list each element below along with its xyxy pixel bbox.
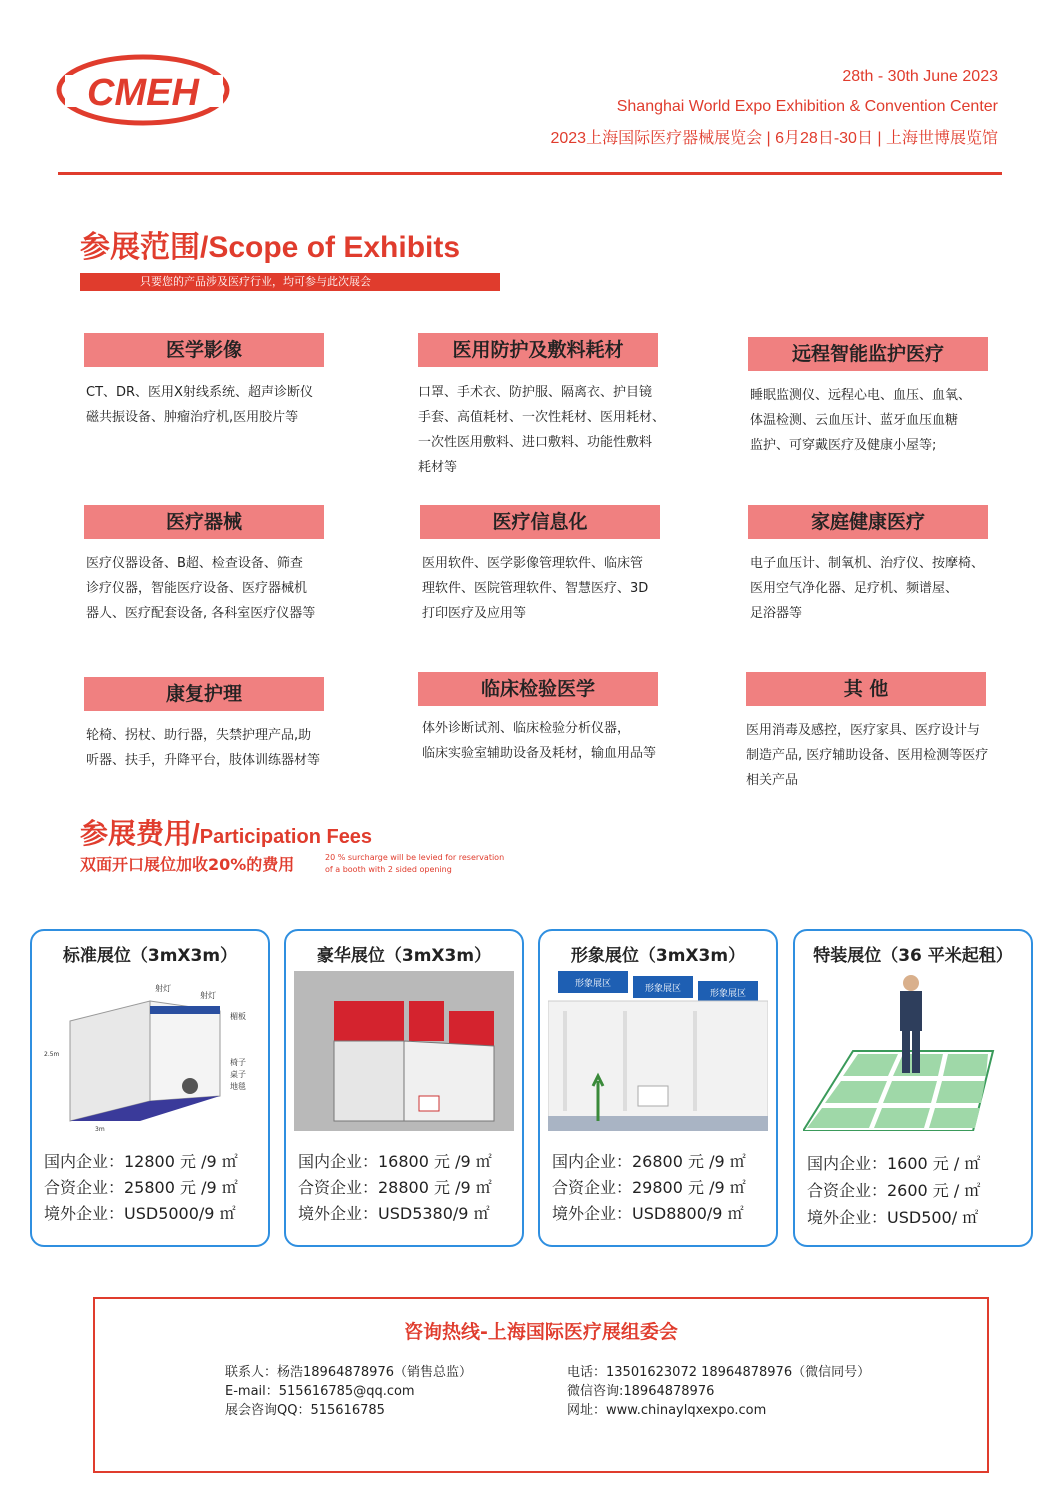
price-joint-venture: 合资企业：29800 元 /9 ㎡ xyxy=(552,1178,746,1197)
contact-phone: 电话：13501623072 18964878976（微信同号） xyxy=(567,1365,871,1380)
image-booth-image xyxy=(548,971,768,1131)
price-domestic: 国内企业：16800 元 /9 ㎡ xyxy=(298,1152,492,1171)
logo-text: CMEH xyxy=(87,72,199,114)
booth-card-special xyxy=(793,929,1033,1247)
price-joint-venture: 合资企业：28800 元 /9 ㎡ xyxy=(298,1178,492,1197)
contact-box xyxy=(93,1297,989,1473)
price-domestic: 国内企业：26800 元 /9 ㎡ xyxy=(552,1152,746,1171)
contact-right xyxy=(567,1361,870,1418)
event-date: 28th - 30th June 2023 xyxy=(842,68,998,85)
svg-text:椅子: 椅子 xyxy=(230,1058,246,1067)
booth-title: 特装展位（36 平米起租） xyxy=(813,946,1013,966)
svg-text:桌子: 桌子 xyxy=(230,1070,246,1079)
standard-booth-image xyxy=(40,971,260,1131)
price-joint-venture: 合资企业：2600 元 / ㎡ xyxy=(807,1181,981,1200)
category-remote-monitoring: 远程智能监护医疗 xyxy=(748,337,988,371)
category-desc: 电子血压计、制氧机、治疗仪、按摩椅、 医用空气净化器、足疗机、频谱屋、 足浴器等 xyxy=(750,556,985,621)
cmeh-logo xyxy=(55,45,235,135)
price-domestic: 国内企业：1600 元 / ㎡ xyxy=(807,1154,981,1173)
price-overseas: 境外企业：USD8800/9 ㎡ xyxy=(552,1204,744,1223)
booth-title: 豪华展位（3mX3m） xyxy=(316,946,492,966)
category-desc: 体外诊断试剂、临床检验分析仪器， 临床实验室辅助设备及耗材，输血用品等 xyxy=(422,721,657,761)
category-medical-it: 医疗信息化 xyxy=(420,505,660,539)
category-desc: 医用消毒及感控，医疗家具、医疗设计与 制造产品, 医疗辅助设备、医用检测等医疗 相关产品 xyxy=(746,723,989,788)
event-venue-en: Shanghai World Expo Exhibition & Convention Center xyxy=(616,98,998,115)
svg-text:射灯: 射灯 xyxy=(200,991,216,1000)
booth-title: 形象展位（3mX3m） xyxy=(570,946,746,966)
scope-title: 参展范围/Scope of Exhibits xyxy=(80,231,461,264)
category-desc: 睡眠监测仪、远程心电、血压、血氧、 体温检测、云血压计、蓝牙血压血糖 监护、可穿戴医疗及健康小屋等; xyxy=(750,388,972,453)
svg-text:楣板: 楣板 xyxy=(230,1012,246,1021)
category-desc: 医疗仪器设备、B超、检查设备、筛查 诊疗仪器，智能医疗设备、医疗器械机 器人、医疗配套设备, 各科室医疗仪器等 xyxy=(86,556,316,621)
category-desc: 轮椅、拐杖、助行器，失禁护理产品,助 听器、扶手，升降平台，肢体训练器材等 xyxy=(86,728,321,768)
contact-wechat: 微信咨询:18964878976 xyxy=(567,1384,715,1399)
contact-title: 咨询热线-上海国际医疗展组委会 xyxy=(404,1321,678,1343)
category-other: 其 他 xyxy=(746,672,986,706)
contact-qq: 展会咨询QQ：515616785 xyxy=(225,1403,385,1418)
category-clinical-lab: 临床检验医学 xyxy=(418,672,658,706)
category-medical-imaging: 医学影像 xyxy=(84,333,324,367)
svg-text:射灯: 射灯 xyxy=(155,984,171,993)
surcharge-en: 20 % surcharge will be levied for reservation of a booth with 2 sided opening xyxy=(325,853,505,874)
price-joint-venture: 合资企业：25800 元 /9 ㎡ xyxy=(44,1178,238,1197)
event-venue-cn: 2023上海国际医疗器械展览会 | 6月28日-30日 | 上海世博展览馆 xyxy=(550,130,998,147)
svg-text:形象展区: 形象展区 xyxy=(709,989,747,999)
booth-card-image xyxy=(538,929,778,1247)
price-domestic: 国内企业：12800 元 /9 ㎡ xyxy=(44,1152,238,1171)
price-overseas: 境外企业：USD5380/9 ㎡ xyxy=(298,1204,490,1223)
booth-title: 标准展位（3mX3m） xyxy=(62,946,238,966)
price-overseas: 境外企业：USD5000/9 ㎡ xyxy=(44,1204,236,1223)
category-protection-consumables: 医用防护及敷料耗材 xyxy=(418,333,658,367)
category-rehab-care: 康复护理 xyxy=(84,677,324,711)
category-desc: 医用软件、医学影像管理软件、临床管 理软件、医院管理软件、智慧医疗、3D 打印医疗及应用等 xyxy=(422,556,649,621)
contact-website[interactable]: 网址：www.chinaylqxexpo.com xyxy=(567,1403,767,1418)
fees-title: 参展费用/Participation Fees xyxy=(80,818,373,849)
svg-text:2.5m: 2.5m xyxy=(44,1051,60,1058)
header-divider xyxy=(58,172,1002,175)
svg-text:3m: 3m xyxy=(95,1126,105,1131)
svg-text:地毯: 地毯 xyxy=(230,1082,246,1091)
booth-card-deluxe xyxy=(284,929,524,1247)
surcharge-cn: 双面开口展位加收20%的费用 xyxy=(80,855,295,874)
scope-subtitle: 只要您的产品涉及医疗行业，均可参与此次展会 xyxy=(80,273,500,291)
category-desc: CT、DR、医用X射线系统、超声诊断仪 磁共振设备、肿瘤治疗机,医用胶片等 xyxy=(86,385,313,425)
contact-email[interactable]: E-mail：515616785@qq.com xyxy=(225,1384,415,1399)
svg-text:形象展区: 形象展区 xyxy=(644,984,682,994)
deluxe-booth-image xyxy=(294,971,514,1131)
contact-left xyxy=(225,1361,472,1418)
svg-text:形象展区: 形象展区 xyxy=(574,979,612,989)
booth-card-standard xyxy=(30,929,270,1247)
category-medical-devices: 医疗器械 xyxy=(84,505,324,539)
category-desc: 口罩、手术衣、防护服、隔离衣、护目镜 手套、高值耗材、一次性耗材、医用耗材、 一次性医用敷料、进口敷料、功能性敷料 耗材等 xyxy=(418,385,666,475)
special-booth-image xyxy=(803,971,1023,1131)
price-overseas: 境外企业：USD500/ ㎡ xyxy=(807,1208,979,1227)
category-home-health: 家庭健康医疗 xyxy=(748,505,988,539)
contact-person: 联系人：杨浩18964878976（销售总监） xyxy=(225,1365,472,1380)
